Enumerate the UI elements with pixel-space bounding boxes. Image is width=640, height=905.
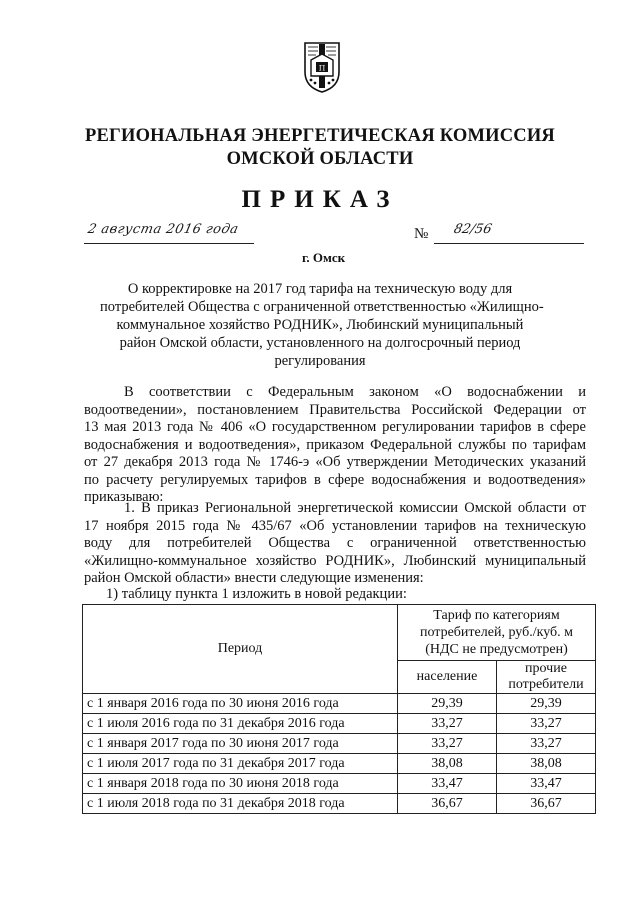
paragraph-line: район Омской области» внести следующие изменения: <box>84 570 424 586</box>
subject-line: О корректировке на 2017 год тарифа на техническую воду для <box>127 281 513 297</box>
sub-item-1: 1) таблицу пункта 1 изложить в новой редакции: <box>106 586 407 602</box>
other-tariff-cell: 36,67 <box>497 794 596 814</box>
preamble-paragraph <box>84 384 586 507</box>
omsk-coat-of-arms-icon <box>302 40 342 94</box>
other-tariff-cell: 33,27 <box>497 734 596 754</box>
subject-line: потребителей Общества с ограниченной ответственностью «Жилищно- <box>100 299 544 315</box>
header-population: население <box>398 661 497 694</box>
paragraph-line: водоотведении», постановлением Правительства Российской Федерации от <box>84 401 586 418</box>
subject-line: коммунальное хозяйство РОДНИК», Любинский муниципальный <box>116 317 524 333</box>
paragraph-line: 1. В приказ Региональной энергетической комиссии Омской области от <box>124 500 586 516</box>
population-tariff-cell: 33,47 <box>398 774 497 794</box>
paragraph-line: 13 мая 2013 года № 406 «О государственном регулировании тарифов в сфере <box>84 419 586 435</box>
table-row <box>83 754 596 774</box>
header-other-consumers: прочие потребители <box>497 661 596 694</box>
city-label: г. Омск <box>302 250 346 265</box>
handwritten-date: 2 августа 2016 года <box>86 222 241 237</box>
paragraph-line: приказываю: <box>84 489 164 505</box>
table-header-row <box>83 605 596 661</box>
other-tariff-cell: 33,27 <box>497 714 596 734</box>
paragraph-line: воду для потребителей Общества с ограниченной ответственностью <box>84 535 586 551</box>
other-tariff-cell: 29,39 <box>497 694 596 714</box>
other-tariff-cell: 38,08 <box>497 754 596 774</box>
table-row <box>83 714 596 734</box>
population-tariff-cell: 29,39 <box>398 694 497 714</box>
amendment-paragraph <box>84 500 586 588</box>
svg-text:П: П <box>318 63 326 73</box>
paragraph-line: по расчету регулируемых тарифов в сфере водоснабжения и водоотведения» <box>84 471 586 488</box>
population-tariff-cell: 33,27 <box>398 734 497 754</box>
paragraph-line: В соответствии с Федеральным законом «О водоснабжении и <box>124 384 586 400</box>
period-cell: с 1 июля 2018 года по 31 декабря 2018 года <box>83 794 398 814</box>
paragraph-line: «Жилищно-коммунальное хозяйство РОДНИК», Любинский муниципальный <box>84 552 586 569</box>
handwritten-number: 82/56 <box>452 222 494 237</box>
tariff-table <box>82 604 596 814</box>
number-label: № <box>414 226 429 242</box>
header-period: Период <box>83 605 398 694</box>
organization-name-line-2: ОМСКОЙ ОБЛАСТИ <box>226 149 414 169</box>
order-subject <box>100 280 544 370</box>
paragraph-line: от 27 декабря 2013 года № 1746-э «Об утверждении Методических указаний <box>84 454 586 470</box>
subject-line: регулирования <box>274 353 366 369</box>
table-row <box>83 774 596 794</box>
period-cell: с 1 января 2016 года по 30 июня 2016 года <box>83 694 398 714</box>
paragraph-line: 17 ноября 2015 года № 435/67 «Об установлении тарифов на техническую <box>84 517 586 534</box>
period-cell: с 1 января 2017 года по 30 июня 2017 года <box>83 734 398 754</box>
population-tariff-cell: 33,27 <box>398 714 497 734</box>
other-tariff-cell: 33,47 <box>497 774 596 794</box>
population-tariff-cell: 36,67 <box>398 794 497 814</box>
paragraph-line: водоснабжения и водоотведения», приказом Федеральной службы по тарифам <box>84 436 586 453</box>
subject-line: район Омской области, установленного на долгосрочный период <box>119 335 521 351</box>
table-row <box>83 734 596 754</box>
table-row <box>83 794 596 814</box>
population-tariff-cell: 38,08 <box>398 754 497 774</box>
period-cell: с 1 января 2018 года по 30 июня 2018 года <box>83 774 398 794</box>
period-cell: с 1 июля 2017 года по 31 декабря 2017 года <box>83 754 398 774</box>
table-row <box>83 694 596 714</box>
document-title: ПРИКАЗ <box>241 186 399 213</box>
period-cell: с 1 июля 2016 года по 31 декабря 2016 года <box>83 714 398 734</box>
organization-name-line-1: РЕГИОНАЛЬНАЯ ЭНЕРГЕТИЧЕСКАЯ КОМИССИЯ <box>84 126 555 146</box>
header-tariff: Тариф по категориям потребителей, руб./куб. м (НДС не предусмотрен) <box>398 605 596 661</box>
